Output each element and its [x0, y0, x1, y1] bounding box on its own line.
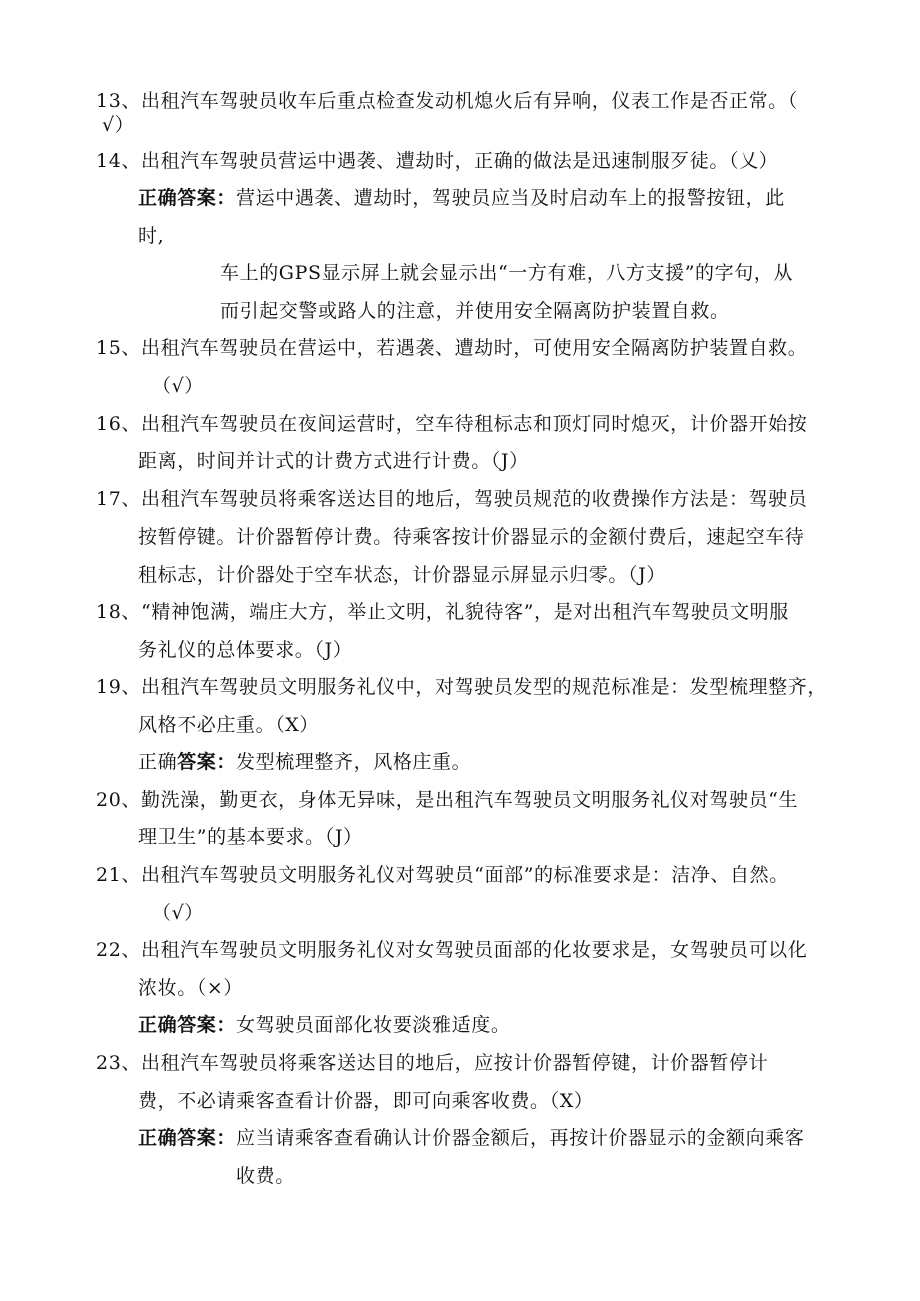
q21-text: 出租汽车驾驶员文明服务礼仪对驾驶员“面部”的标准要求是：洁净、自然。 — [140, 864, 789, 886]
q14-number: 14、 — [96, 150, 141, 172]
q15-line-1 — [96, 337, 807, 359]
q16-number: 16、 — [96, 413, 141, 435]
q23-answer-text: 应当请乘客查看确认计价器金额后，再按计价器显示的金额向乘客 — [236, 1127, 805, 1149]
q16-line-2: 距离，时间并计式的计费方式进行计费。（J） — [138, 450, 529, 472]
q18-line-2: 务礼仪的总体要求。（J） — [138, 639, 353, 661]
q19-number: 19、 — [96, 676, 141, 698]
q21-line-2: （√） — [152, 902, 204, 924]
q16-line-1 — [96, 413, 807, 435]
q21-line-1 — [96, 864, 789, 886]
q19-answer-text: 发型梳理整齐，风格庄重。 — [236, 751, 472, 773]
q14-answer-line-4: 而引起交警或路人的注意，并使用安全隔离防护装置自救。 — [220, 300, 730, 322]
q14-answer-line-1 — [138, 187, 785, 209]
q13-line-1 — [96, 90, 798, 112]
q19-text: 出租汽车驾驶员文明服务礼仪中，对驾驶员发型的规范标准是：发型梳理整齐， — [140, 676, 827, 698]
q18-text: “精神饱满，端庄大方，举止文明，礼貌待客”，是对出租汽车驾驶员文明服 — [140, 601, 789, 623]
q21-number: 21、 — [96, 864, 141, 886]
q20-text: 勤洗澡，勤更衣，身体无异味，是出租汽车驾驶员文明服务礼仪对驾驶员“生 — [140, 789, 799, 811]
q17-line-1 — [96, 488, 807, 510]
q14-text: 出租汽车驾驶员营运中遇袭、遭劫时，正确的做法是迅速制服歹徒。（乂） — [140, 150, 779, 172]
q18-number: 18、 — [96, 601, 141, 623]
q23-answer-line-2: 收费。 — [236, 1165, 295, 1187]
q20-line-2: 理卫生”的基本要求。（J） — [138, 826, 363, 848]
q18-line-1 — [96, 601, 789, 623]
q14-answer-line-3: 车上的GPS显示屏上就会显示出“一方有难，八方支援”的字句，从 — [220, 262, 794, 284]
q15-number: 15、 — [96, 337, 141, 359]
q22-answer-label: 正确答案： — [138, 1014, 237, 1036]
q13-number: 13、 — [96, 90, 141, 112]
q20-line-1 — [96, 789, 798, 811]
q14-answer-label: 正确答案： — [138, 187, 237, 209]
q15-line-2: （√） — [152, 375, 204, 397]
q22-answer-line — [138, 1014, 510, 1036]
q19-line-1 — [96, 676, 827, 698]
q17-text: 出租汽车驾驶员将乘客送达目的地后，驾驶员规范的收费操作方法是：驾驶员 — [140, 488, 808, 510]
q23-line-2: 费，不必请乘客查看计价器，即可向乘客收费。（X） — [138, 1090, 594, 1112]
q22-line-2: 浓妆。（×） — [138, 977, 244, 999]
q22-line-1 — [96, 939, 807, 961]
q19-answer-label-bold: 答案： — [177, 751, 237, 773]
q13-line-2: √） — [102, 114, 135, 136]
q13-text: 出租汽车驾驶员收车后重点检查发动机熄火后有异响，仪表工作是否正常。（ — [140, 90, 798, 112]
q17-line-3: 租标志，计价器处于空车状态，计价器显示屏显示归零。（J） — [138, 564, 666, 586]
q16-text: 出租汽车驾驶员在夜间运营时，空车待租标志和顶灯同时熄灭，计价器开始按 — [140, 413, 808, 435]
q22-text: 出租汽车驾驶员文明服务礼仪对女驾驶员面部的化妆要求是，女驾驶员可以化 — [140, 939, 808, 961]
q19-answer-line — [138, 751, 471, 773]
q23-answer-line-1 — [138, 1127, 804, 1149]
q23-answer-label: 正确答案： — [138, 1127, 237, 1149]
q15-text: 出租汽车驾驶员在营运中，若遇袭、遭劫时，可使用安全隔离防护装置自救。 — [140, 337, 808, 359]
q22-answer-text: 女驾驶员面部化妆要淡雅适度。 — [236, 1014, 511, 1036]
q20-number: 20、 — [96, 789, 141, 811]
q23-line-1 — [96, 1052, 768, 1074]
q19-line-2: 风格不必庄重。（X） — [138, 714, 320, 736]
q14-line-1 — [96, 150, 778, 172]
q17-number: 17、 — [96, 488, 141, 510]
q19-answer-label-plain: 正确 — [138, 751, 178, 773]
q22-number: 22、 — [96, 939, 141, 961]
q23-text: 出租汽车驾驶员将乘客送达目的地后，应按计价器暂停键，计价器暂停计 — [140, 1052, 769, 1074]
q17-line-2: 按暂停键。计价器暂停计费。待乘客按计价器显示的金额付费后，速起空车待 — [138, 526, 805, 548]
q14-answer-text: 营运中遇袭、遭劫时，驾驶员应当及时启动车上的报警按钮，此 — [236, 187, 785, 209]
q23-number: 23、 — [96, 1052, 141, 1074]
q14-answer-line-2: 时, — [138, 225, 165, 247]
